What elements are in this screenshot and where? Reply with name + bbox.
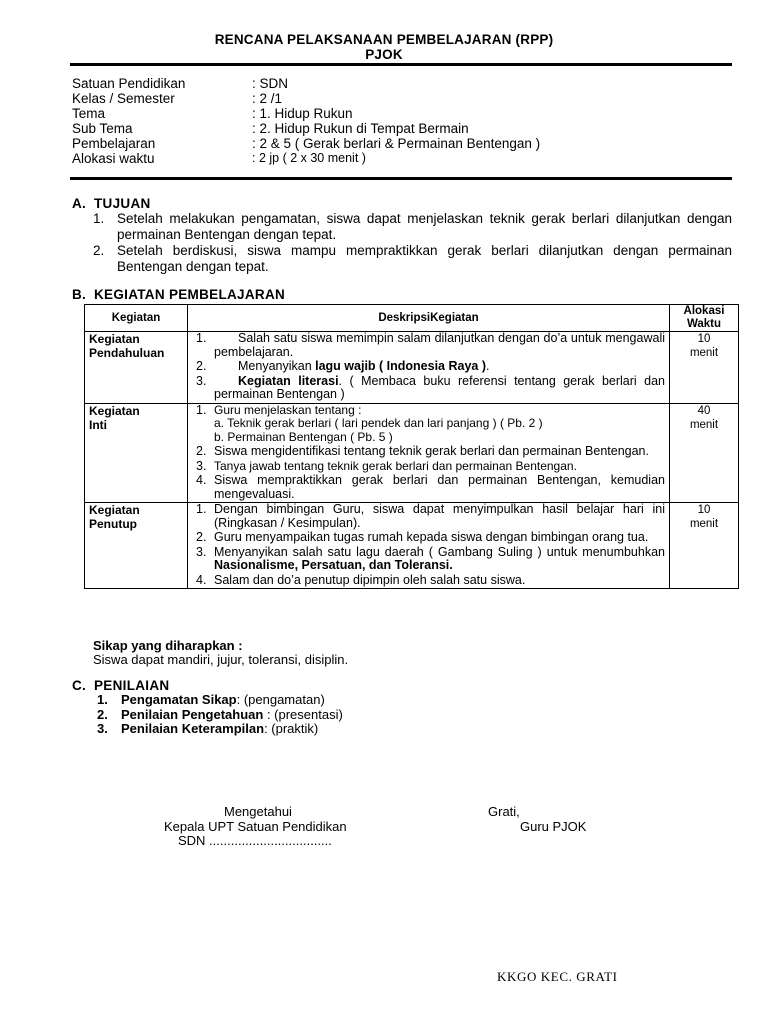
signature-right-line2: Guru PJOK <box>520 819 587 834</box>
identity-label: Alokasi waktu <box>72 151 155 166</box>
section-heading-kegiatan <box>72 287 285 302</box>
identity-value: : 1. Hidup Rukun <box>252 106 353 121</box>
section-title: TUJUAN <box>94 196 151 211</box>
step-number: 3. <box>196 458 207 473</box>
step-number: 4. <box>196 473 207 487</box>
kegiatan-name-line2: Pendahuluan <box>89 346 165 360</box>
step-item <box>192 546 665 573</box>
identity-label: Kelas / Semester <box>72 91 175 106</box>
step-text: Salah satu siswa memimpin salam dilanjutkan dengan do’a untuk mengawali pembelajaran. <box>214 331 665 359</box>
sikap-text: Siswa dapat mandiri, jujur, toleransi, disiplin. <box>93 652 349 667</box>
identity-value: : 2 /1 <box>252 91 283 106</box>
alokasi-value: 10 <box>697 333 711 345</box>
identity-value: : 2 jp ( 2 x 30 menit ) <box>252 151 366 165</box>
alokasi-header-line2: Waktu <box>686 318 722 330</box>
kegiatan-name-cell <box>85 503 188 589</box>
penilaian-detail: : (praktik) <box>264 721 319 736</box>
step-item <box>192 375 665 402</box>
step-item <box>192 332 665 359</box>
identity-rule <box>70 177 732 180</box>
step-text: Siswa mempraktikkan gerak berlari dan permainan Bentengan, kemudian mengevaluasi. <box>214 473 665 501</box>
step-bold-text: Nasionalisme, Persatuan, dan Toleransi. <box>214 558 453 572</box>
step-number: 3. <box>196 373 207 388</box>
step-number: 2. <box>196 359 207 373</box>
step-number: 3. <box>196 544 207 559</box>
step-text: Guru menjelaskan tentang : <box>214 402 362 417</box>
tujuan-list <box>93 211 732 275</box>
step-number: 1. <box>196 502 207 516</box>
penilaian-name: Penilaian Pengetahuan <box>121 706 264 722</box>
column-header-alokasi <box>670 305 739 332</box>
identity-value: : SDN <box>252 76 289 91</box>
signature-left-line3: SDN .................................. <box>178 833 332 848</box>
table-row <box>85 332 739 404</box>
step-item <box>192 360 665 374</box>
step-item <box>192 574 665 588</box>
deskripsi-cell <box>188 332 670 404</box>
kegiatan-name-line2: Inti <box>89 417 107 432</box>
step-text: Guru menyampaikan tugas rumah kepada siswa dengan bimbingan orang tua. <box>214 530 649 544</box>
kegiatan-name-cell <box>85 332 188 404</box>
identity-value: : 2. Hidup Rukun di Tempat Bermain <box>252 121 469 136</box>
identity-label: Pembelajaran <box>72 136 156 151</box>
penilaian-detail: : (presentasi) <box>263 706 343 722</box>
penilaian-item <box>97 722 343 737</box>
kegiatan-name-line2: Penutup <box>89 517 137 531</box>
sikap-title: Sikap yang diharapkan : <box>93 638 243 653</box>
alokasi-unit: menit <box>689 418 719 431</box>
section-heading-penilaian <box>72 678 169 693</box>
table-row <box>85 503 739 589</box>
section-letter: A. <box>72 196 87 211</box>
item-number: 3. <box>97 721 108 736</box>
deskripsi-cell <box>188 403 670 503</box>
signature-right-line1: Grati, <box>488 804 520 819</box>
step-item <box>192 474 665 501</box>
table-header-row <box>85 305 739 332</box>
penilaian-name: Pengamatan Sikap <box>121 692 237 707</box>
alokasi-cell <box>670 403 739 503</box>
table-row <box>85 403 739 503</box>
signature-left-line2: Kepala UPT Satuan Pendidikan <box>164 819 347 834</box>
step-text: Dengan bimbingan Guru, siswa dapat menyimpulkan hasil belajar hari ini (Ringkasan / Kesimpulan). <box>214 502 665 530</box>
signature-left-line1: Mengetahui <box>224 804 292 819</box>
step-text-suffix: . ( Membaca buku referensi tentang gerak berlari dan permainan Bentengan ) <box>214 373 665 401</box>
identity-label: Satuan Pendidikan <box>72 76 186 91</box>
step-number: 4. <box>196 572 207 587</box>
step-subitem-a: a. Teknik gerak berlari ( lari pendek dan lari panjang ) ( Pb. 2 ) <box>214 416 543 430</box>
step-text: Siswa mengidentifikasi tentang teknik gerak berlari dan permainan Bentengan. <box>214 444 649 458</box>
section-heading-tujuan <box>72 196 151 211</box>
alokasi-unit: menit <box>689 347 719 359</box>
step-text: Menyanyikan salah satu lagu daerah ( Gambang Suling ) untuk menumbuhkan <box>214 544 665 559</box>
step-text-suffix: . <box>486 359 490 373</box>
identity-label: Tema <box>72 106 106 121</box>
item-number: 2. <box>93 243 105 258</box>
top-rule <box>70 63 732 66</box>
section-letter: C. <box>72 678 87 693</box>
step-number: 2. <box>196 444 207 458</box>
alokasi-unit: menit <box>689 518 719 530</box>
penilaian-name: Penilaian Keterampilan <box>121 721 265 736</box>
item-number: 1. <box>97 692 108 707</box>
alokasi-value: 10 <box>697 504 711 516</box>
document-subtitle: PJOK <box>365 47 403 62</box>
step-bold-text: Kegiatan literasi <box>238 373 339 388</box>
alokasi-cell <box>670 332 739 404</box>
section-title: PENILAIAN <box>94 678 170 693</box>
alokasi-cell <box>670 503 739 589</box>
column-header-kegiatan: Kegiatan <box>85 305 188 332</box>
item-number: 2. <box>97 706 108 722</box>
footer-text: KKGO KEC. GRATI <box>497 969 618 984</box>
step-number: 2. <box>196 530 207 544</box>
step-subitem-b: b. Permainan Bentengan ( Pb. 5 ) <box>214 429 393 444</box>
identity-value: : 2 & 5 ( Gerak berlari & Permainan Bentengan ) <box>252 136 541 151</box>
column-header-deskripsi: DeskripsiKegiatan <box>188 305 670 332</box>
step-item <box>192 531 665 545</box>
step-text: Menyanyikan <box>238 359 316 373</box>
kegiatan-table <box>84 304 739 589</box>
kegiatan-name-line1: Kegiatan <box>89 403 140 418</box>
item-text: Setelah berdiskusi, siswa mampu mempraktikkan gerak berlari dilanjutkan dengan permainan Bentengan dengan tepat. <box>117 243 732 274</box>
penilaian-detail: : (pengamatan) <box>236 692 325 707</box>
step-text: Tanya jawab tentang teknik gerak berlari dan permainan Bentengan. <box>214 458 577 473</box>
kegiatan-name-line1: Kegiatan <box>89 332 140 346</box>
tujuan-item <box>93 243 732 274</box>
step-number: 1. <box>196 331 207 345</box>
item-text: Setelah melakukan pengamatan, siswa dapat menjelaskan teknik gerak berlari dilanjutkan dengan permainan Bentengan dengan tepat. <box>117 211 732 242</box>
tujuan-item <box>93 211 732 242</box>
document-title: RENCANA PELAKSANAAN PEMBELAJARAN (RPP) <box>214 32 554 47</box>
step-number: 1. <box>196 402 207 417</box>
penilaian-list <box>97 693 343 737</box>
step-item <box>192 503 665 530</box>
alokasi-value: 40 <box>697 404 711 417</box>
step-item <box>192 445 665 459</box>
section-title: KEGIATAN PEMBELAJARAN <box>94 287 286 302</box>
step-bold-text: lagu wajib ( Indonesia Raya ) <box>315 359 486 373</box>
section-letter: B. <box>72 287 87 302</box>
item-number: 1. <box>93 211 105 226</box>
step-item <box>192 404 665 445</box>
kegiatan-name-line1: Kegiatan <box>89 503 140 517</box>
penilaian-item <box>97 693 343 708</box>
alokasi-header-line1: Alokasi <box>683 305 725 317</box>
penilaian-item <box>97 708 343 723</box>
deskripsi-cell <box>188 503 670 589</box>
step-text: Salam dan do’a penutup dipimpin oleh salah satu siswa. <box>214 572 526 587</box>
step-item <box>192 460 665 474</box>
kegiatan-name-cell <box>85 403 188 503</box>
identity-label: Sub Tema <box>72 121 133 136</box>
